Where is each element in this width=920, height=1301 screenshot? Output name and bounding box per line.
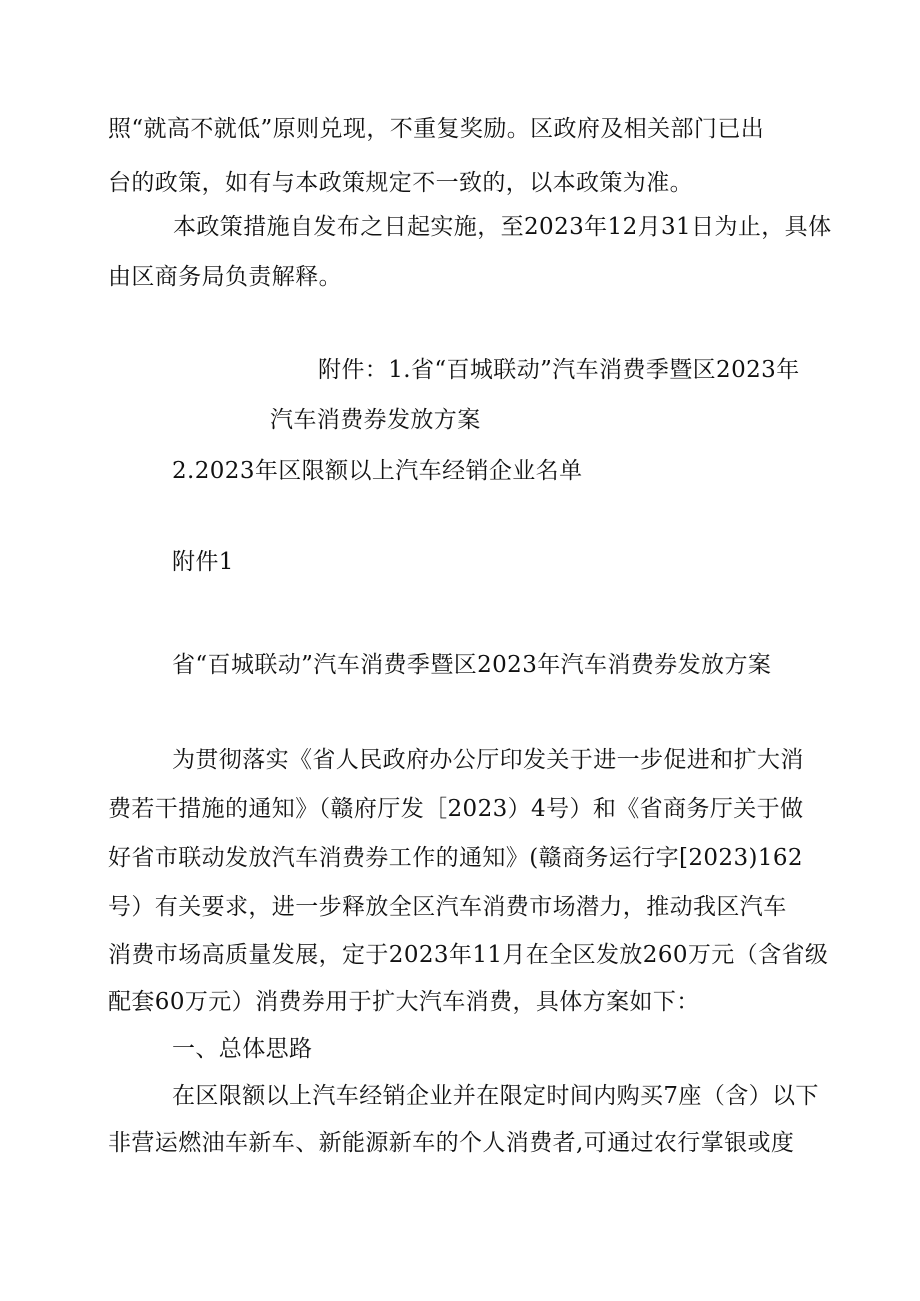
- attachment-item-2: 2.2023年区限额以上汽车经销企业名单: [172, 458, 583, 484]
- section-heading: 一、总体思路: [172, 1036, 313, 1062]
- closing-line-2: 台的政策，如有与本政策规定不一致的，以本政策为准。: [108, 170, 693, 196]
- annex-label: 附件1: [172, 549, 234, 575]
- annex-paragraph-line: 为贯彻落实《省人民政府办公厅印发关于进一步促进和扩大消: [172, 747, 804, 773]
- annex-paragraph-line: 费若干措施的通知》（赣府厅发［2023）4号）和《省商务厅关于做: [108, 796, 804, 822]
- annex-paragraph-line: 号）有关要求，进一步释放全区汽车消费市场潜力，推动我区汽车: [108, 894, 787, 920]
- annex-paragraph-line: 配套60万元）消费券用于扩大汽车消费，具体方案如下：: [108, 989, 700, 1015]
- section-body-line: 在区限额以上汽车经销企业并在限定时间内购买7座（含）以下: [172, 1083, 819, 1109]
- annex-title: 省“百城联动”汽车消费季暨区2023年汽车消费券发放方案: [172, 652, 772, 678]
- closing-line-4: 由区商务局负责解释。: [108, 264, 342, 290]
- attachment-item-1-line-2: 汽车消费券发放方案: [270, 407, 481, 433]
- closing-line-3: 本政策措施自发布之日起实施，至2023年12月31日为止，具体: [173, 214, 832, 240]
- annex-paragraph-line: 好省市联动发放汽车消费券工作的通知》(赣商务运行字[2023)162: [108, 845, 803, 871]
- attachment-item-1-line-1: 附件：1.省“百城联动”汽车消费季暨区2023年: [318, 357, 800, 383]
- closing-line-1: 照“就高不就低”原则兑现，不重复奖励。区政府及相关部门已出: [108, 116, 765, 142]
- annex-paragraph-line: 消费市场高质量发展，定于2023年11月在全区发放260万元（含省级: [108, 942, 829, 968]
- section-body-line: 非营运燃油车新车、新能源新车的个人消费者,可通过农行掌银或度: [108, 1130, 795, 1156]
